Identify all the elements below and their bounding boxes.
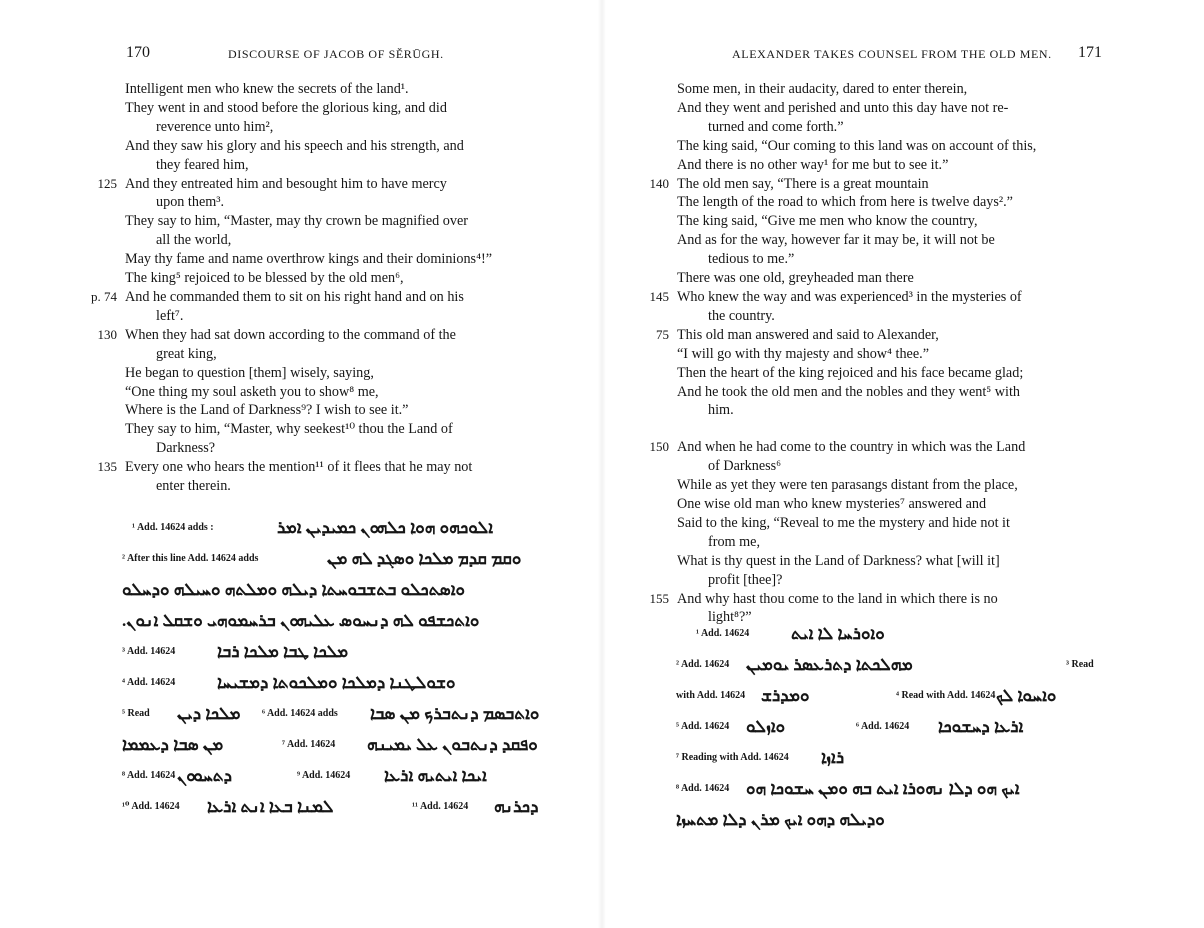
- left-verse-text-span: They say to him, “Master, why seekest¹⁰ thou the Land of: [125, 421, 453, 438]
- right-verse-line: [677, 383, 1109, 402]
- left-verse-line: [125, 439, 553, 458]
- right-verse-text-span: While as yet they were ten parasangs distant from the place,: [677, 477, 1018, 494]
- left-verse-text-span: upon them³.: [156, 194, 225, 211]
- left-footnote-label: ² After this line Add. 14624 adds: [122, 553, 259, 564]
- right-verse-text-span: And why hast thou come to the land in which there is no: [677, 590, 998, 607]
- right-verse-text-span: The length of the road to which from here is twelve days².”: [677, 194, 1013, 211]
- right-verse-line: [677, 571, 1109, 590]
- left-footnote-label: ³ Add. 14624: [122, 646, 176, 657]
- right-page: [602, 0, 1204, 928]
- right-verse-line: [649, 438, 1109, 457]
- left-footnote-label: ⁶ Add. 14624 adds: [262, 708, 338, 719]
- left-footnote-syriac: ܕܬܚܘܘܢ: [177, 766, 233, 785]
- left-footnote-label: ⁴ Add. 14624: [122, 677, 176, 688]
- left-verse-line: [97, 175, 553, 194]
- right-footnote-line: [676, 686, 1116, 721]
- left-verse-text-span: May thy fame and name overthrow kings and their dominions⁴!”: [125, 251, 493, 268]
- left-verse-line: [125, 269, 553, 288]
- right-running-head: ALEXANDER TAKES COUNSEL FROM THE OLD MEN.: [732, 47, 1052, 61]
- left-page-number: 170: [126, 44, 150, 61]
- right-line-number: 145: [649, 288, 669, 304]
- right-footnote-label: ⁸ Add. 14624: [676, 783, 730, 794]
- left-footnote-syriac: ܐܝܟܐ ܐܝܬܝܗ ܐܪܥܐ: [384, 766, 487, 785]
- right-verse-text-span: the country.: [708, 307, 775, 324]
- left-verse-line: [125, 477, 553, 496]
- right-line-number: 75: [656, 326, 669, 342]
- right-verse-line: [649, 590, 1109, 609]
- left-footnote-label: ⁷ Add. 14624: [282, 739, 336, 750]
- left-verse-text-span: And he commanded them to sit on his right hand and on his: [125, 288, 464, 305]
- right-verse-line: [677, 137, 1109, 156]
- left-footnote-syriac: ܠܡܢܐ ܒܥܐ ܐܢܬ ܐܪܥܐ: [207, 797, 334, 816]
- left-footnote-syriac: ܘܩܡ ܩܕܡ ܡܠܟܐ ܘܣܓܕ ܠܗ ܡܢ: [327, 549, 522, 568]
- left-verse-line: [125, 231, 553, 250]
- left-footnote-syriac: ܐܠܘܟܗܘ ܗܘܐ ܟܠܗܘܢ ܟܡܝܕܝܢ ܐܡܪ: [277, 518, 493, 537]
- right-verse-line: [677, 80, 1109, 99]
- right-verse-line: [677, 345, 1109, 364]
- right-verse-line: [677, 118, 1109, 137]
- right-verse-text-span: Said to the king, “Reveal to me the mystery and hide not it: [677, 514, 1010, 531]
- left-verse-text-span: And they entreated him and besought him to have mercy: [125, 175, 447, 192]
- right-verse-text-span: “I will go with thy majesty and show⁴ thee.”: [677, 345, 929, 362]
- left-footnote-syriac: ܘܦܩܕ ܕܢܬܒܘܢ ܥܠ ܝܡܝܢܗ: [367, 735, 538, 754]
- right-verse-text-span: And they went and perished and unto this day have not re-: [677, 99, 1009, 116]
- right-verse-line: [677, 476, 1109, 495]
- left-footnote-label: ¹⁰ Add. 14624: [122, 801, 180, 812]
- left-verse-line: [125, 212, 553, 231]
- right-verse-text-span: And as for the way, however far it may be, it will not be: [677, 232, 995, 249]
- right-verse-line: [656, 326, 1109, 345]
- right-footnote-syriac: ܐܝܟ ܗܘ ܕܠܐ ܢܗܘܪܐ ܐܝܬ ܒܗ ܘܡܢ ܚܫܘܟܐ ܗܘ: [746, 779, 1020, 798]
- right-verse-line: [677, 608, 1109, 627]
- right-verse-text-span: One wise old man who knew mysteries⁷ answered and: [677, 496, 987, 513]
- left-verse-line: [125, 99, 553, 118]
- right-verse-text-span: Then the heart of the king rejoiced and his face became glad;: [677, 364, 1024, 381]
- left-line-number: 135: [97, 459, 117, 475]
- left-verse-text-span: The king⁵ rejoiced to be blessed by the old men⁶,: [125, 270, 404, 287]
- left-verse-line: [125, 193, 553, 212]
- left-verse-line: [125, 118, 553, 137]
- right-verse-text-span: The king said, “Our coming to this land was on account of this,: [677, 137, 1037, 154]
- left-footnote-syriac: ܕܟܪܢܗ: [494, 797, 539, 816]
- right-footnote-syriac: ܘܕܝܠܗ ܕܗܘ ܐܝܟ ܡܪܢ ܕܠܐ ܡܬܚܙܐ: [676, 810, 885, 829]
- right-verse-line: [677, 250, 1109, 269]
- left-verse-text: [91, 80, 553, 496]
- right-verse-line: [677, 231, 1109, 250]
- left-footnote-syriac: ܡܢ ܣܒܐ ܕܥܡܡܐ: [122, 735, 224, 754]
- left-line-number: 125: [97, 175, 117, 191]
- right-verse-text-span: This old man answered and said to Alexander,: [677, 326, 939, 343]
- right-footnote-line: [676, 717, 1116, 752]
- left-verse-text-span: all the world,: [156, 232, 232, 249]
- right-verse-line: [677, 533, 1109, 552]
- right-footnote-syriac: ܐܪܥܐ ܕܚܫܘܟܐ: [938, 717, 1024, 736]
- left-verse-text-span: Where is the Land of Darkness⁹? I wish to see it.”: [125, 402, 409, 419]
- right-verse-line: [649, 175, 1109, 194]
- left-footnote-line: [122, 797, 552, 832]
- right-footnote-syriac: ܘܐܘܪܚܐ ܠܐ ܐܝܬ: [791, 624, 885, 643]
- left-footnote-label: ⁹ Add. 14624: [297, 770, 351, 781]
- right-verse-line: [677, 156, 1109, 175]
- left-verse-line: [125, 250, 553, 269]
- left-verse-text-span: Every one who hears the mention¹¹ of it flees that he may not: [125, 459, 473, 476]
- right-footnote-label: with Add. 14624: [676, 690, 746, 701]
- right-verse-text-span: Some men, in their audacity, dared to enter therein,: [677, 81, 968, 97]
- left-footnote-syriac: ܘܫܘܠܛܢܐ ܕܡܠܟܐ ܘܡܠܟܘܬܐ ܕܡܫܝܚܐ: [217, 673, 456, 692]
- right-verse-line: [677, 514, 1109, 533]
- right-page-number: 171: [1078, 44, 1102, 61]
- right-verse-text-span: him.: [708, 402, 734, 419]
- right-verse-text-span: And there is no other way¹ for me but to see it.”: [677, 156, 949, 173]
- right-verse-text-span: Who knew the way and was experienced³ in the mysteries of: [677, 288, 1022, 305]
- left-verse-line: [125, 80, 553, 99]
- right-verse-line: [677, 212, 1109, 231]
- left-verse-text-span: they feared him,: [156, 156, 249, 173]
- left-verse-text-span: Intelligent men who knew the secrets of the land¹.: [125, 81, 409, 97]
- right-footnote-label: ² Add. 14624: [676, 659, 730, 670]
- left-verse-line: [125, 383, 553, 402]
- right-verse-line: [677, 99, 1109, 118]
- left-verse-text-span: left⁷.: [156, 307, 184, 324]
- left-verse-line: [97, 326, 553, 345]
- left-footnote-syriac: ܘܐܬܒܣܡ ܕܢܬܒܪܟ ܡܢ ܣܒܐ: [370, 704, 540, 723]
- left-footnote-syriac: ܡܠܟܐ ܕܝܢ: [177, 704, 241, 723]
- left-footnote-label: ¹¹ Add. 14624: [412, 801, 469, 812]
- left-verse-line: [91, 288, 553, 307]
- right-footnote-syriac: ܘܡܕܪܫ: [761, 686, 810, 705]
- right-verse-line: [677, 307, 1109, 326]
- right-verse-text: [649, 80, 1109, 627]
- right-footnote-label: ⁴ Read with Add. 14624: [896, 690, 996, 701]
- right-verse-text-span: And he took the old men and the nobles and they went⁵ with: [677, 383, 1021, 400]
- left-footnote-line: [122, 766, 552, 801]
- left-verse-line: [125, 156, 553, 175]
- right-verse-line: [677, 457, 1109, 476]
- right-verse-text-span: of Darkness⁶: [708, 458, 782, 475]
- left-verse-text-span: They say to him, “Master, may thy crown be magnified over: [125, 213, 468, 230]
- left-verse-text-span: reverence unto him²,: [156, 118, 274, 135]
- right-verse-line: [677, 401, 1109, 420]
- right-footnote-syriac: ܪܐܙܐ: [821, 748, 845, 767]
- right-line-number: 140: [649, 175, 669, 191]
- right-verse-line: [677, 193, 1109, 212]
- right-verse-text-span: What is thy quest in the Land of Darkness? what [will it]: [677, 552, 1000, 569]
- left-verse-text-span: “One thing my soul asketh you to show⁸ me,: [125, 383, 379, 400]
- left-verse-line: [125, 420, 553, 439]
- right-footnote-label: ³ Read: [1066, 659, 1094, 670]
- right-verse-line: [677, 495, 1109, 514]
- left-line-number: 130: [97, 326, 117, 342]
- right-footnote-line: [676, 810, 1116, 845]
- right-verse-line: [677, 552, 1109, 571]
- left-running-head: DISCOURSE OF JACOB OF SĚRŪGH.: [228, 47, 444, 61]
- right-verse-text-span: profit [thee]?: [708, 571, 783, 588]
- right-line-number: 155: [649, 590, 669, 606]
- right-verse-text-span: The old men say, “There is a great mountain: [677, 175, 929, 192]
- right-verse-text-span: turned and come forth.”: [708, 118, 844, 135]
- left-footnote-syriac: ܘܐܬܟܫܦܘ ܠܗ ܕܢܚܘܣ ܥܠܝܗܘܢ ܒܪܚܡܘܗܝ ܘܫܩܠ ܐܢܘܢ.: [122, 611, 480, 630]
- left-footnotes: [122, 518, 552, 832]
- left-footnote-syriac: ܘܐܣܬܟܠܘ ܒܬܫܒܘܚܬܐ ܕܝܠܗ ܘܡܠܬܗ ܘܚܝܠܗ ܘܕܚܠܘ: [122, 580, 465, 599]
- right-verse-line: [677, 269, 1109, 288]
- left-verse-line: [125, 401, 553, 420]
- left-verse-line: [97, 458, 553, 477]
- right-verse-line: [677, 364, 1109, 383]
- left-line-number: p. 74: [91, 288, 117, 304]
- right-verse-text-span: from me,: [708, 533, 761, 550]
- left-footnote-label: ⁸ Add. 14624: [122, 770, 176, 781]
- left-verse-text-span: enter therein.: [156, 478, 231, 495]
- left-verse-line: [125, 137, 553, 156]
- right-verse-text-span: light⁸?”: [708, 609, 752, 626]
- right-footnote-syriac: ܡܗܠܟܬܐ ܕܬܪܥܣܪ ܝܘܡܝܢ: [746, 655, 913, 674]
- right-footnote-label: ⁷ Reading with Add. 14624: [676, 752, 789, 763]
- right-verse-text-span: tedious to me.”: [708, 251, 795, 268]
- left-verse-line: [125, 345, 553, 364]
- left-verse-text-span: They went in and stood before the glorious king, and did: [125, 99, 447, 116]
- right-footnote-label: ⁶ Add. 14624: [856, 721, 910, 732]
- left-footnote-label: ⁵ Read: [122, 708, 150, 719]
- right-footnote-syriac: ܘܐܚܘܐ ܠܟ: [996, 686, 1057, 705]
- left-verse-line: [125, 307, 553, 326]
- left-verse-text-span: great king,: [156, 345, 217, 362]
- right-verse-text-span: The king said, “Give me men who know the country,: [677, 213, 978, 230]
- left-verse-text-span: Darkness?: [156, 440, 216, 457]
- left-verse-line: [125, 364, 553, 383]
- right-footnotes: [676, 624, 1116, 845]
- right-footnote-label: ⁵ Add. 14624: [676, 721, 730, 732]
- left-verse-text-span: And they saw his glory and his speech and his strength, and: [125, 137, 464, 154]
- left-verse-text-span: He began to question [them] wisely, saying,: [125, 364, 374, 381]
- right-footnote-syriac: ܘܐܙܠܘ: [746, 717, 786, 736]
- left-footnote-label: ¹ Add. 14624 adds :: [132, 522, 214, 533]
- right-verse-text-span: And when he had come to the country in which was the Land: [677, 439, 1026, 456]
- right-footnote-label: ¹ Add. 14624: [696, 628, 750, 639]
- right-line-number: 150: [649, 439, 669, 455]
- right-verse-line: [649, 288, 1109, 307]
- right-verse-text-span: There was one old, greyheaded man there: [677, 270, 914, 287]
- left-verse-text-span: When they had sat down according to the command of the: [125, 326, 456, 343]
- left-footnote-syriac: ܡܠܟܐ ܛܒܐ ܡܠܟܐ ܪܒܐ: [217, 642, 349, 661]
